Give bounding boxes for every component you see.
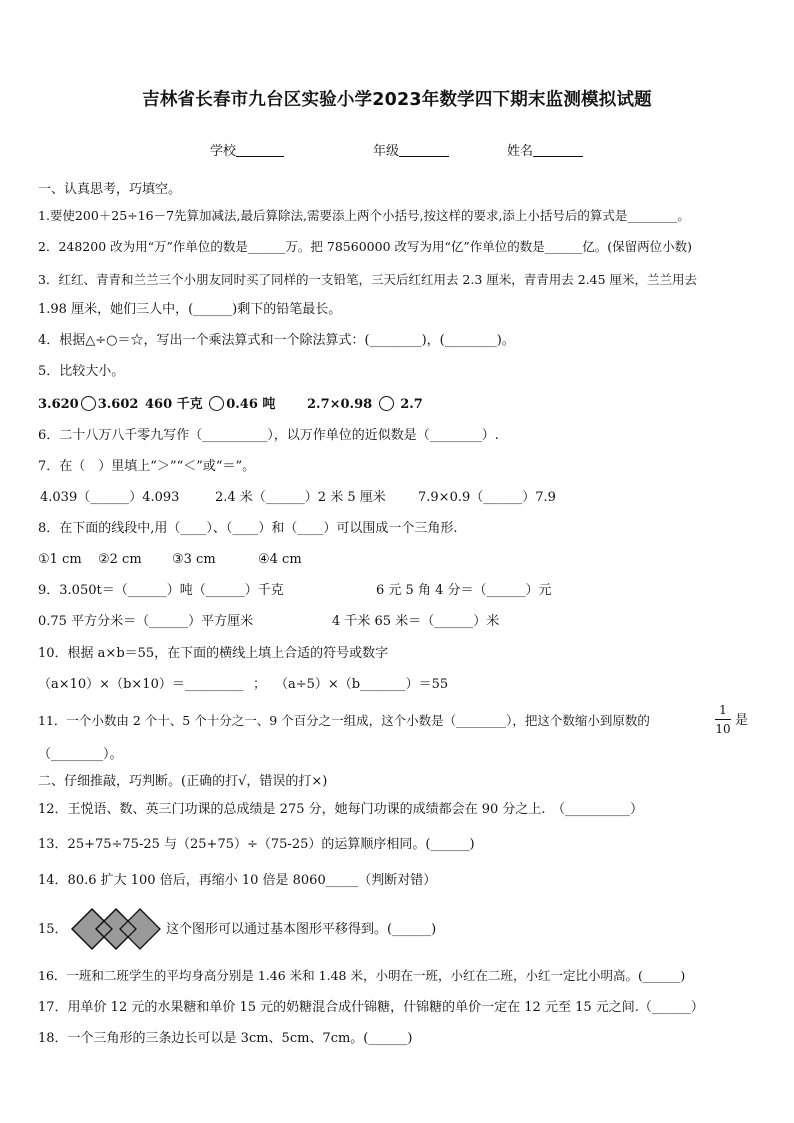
question-10-item-2: （a÷5）×（b_______）＝55 bbox=[275, 677, 449, 692]
q5-1-right: 3.602 bbox=[97, 397, 139, 412]
question-16: 16．一班和二班学生的平均身高分别是 1.46 米和 1.48 米，小明在一班，小红在二班，小红一定比小明高。(______) bbox=[38, 968, 686, 983]
question-3-line-2: 1.98 厘米，她们三人中，(______)剩下的铅笔最长。 bbox=[38, 302, 342, 317]
question-1: 1.要使200＋25÷16－7先算加减法,最后算除法,需要添上两个小括号,按这样的要求,添上小括号后的算式是________。 bbox=[38, 208, 690, 223]
name-label: 姓名 bbox=[507, 144, 534, 159]
question-9-item-1: 9．3.050t＝（______）吨（______）千克 bbox=[38, 583, 284, 598]
school-field[interactable] bbox=[210, 140, 284, 159]
compare-circle-icon[interactable] bbox=[81, 396, 96, 411]
question-10: 10．根据 a×b＝55，在下面的横线上填上合适的符号或数字 bbox=[38, 646, 389, 661]
question-7: 7．在（ ）里填上“＞”“＜”或“＝”。 bbox=[38, 459, 256, 474]
name-blank[interactable] bbox=[533, 143, 583, 157]
question-8: 8．在下面的线段中,用（____）、（____）和（____）可以围成一个三角形. bbox=[38, 521, 458, 536]
diamond-pattern-icon bbox=[70, 907, 164, 951]
fraction-bar bbox=[715, 719, 731, 720]
question-2: 2．248200 改为用“万”作单位的数是______万。把 78560000 改写为用“亿”作单位的数是______亿。(保留两位小数) bbox=[38, 239, 693, 254]
question-5-item-2 bbox=[145, 396, 275, 413]
question-11-tail: 是 bbox=[735, 713, 749, 728]
question-8-option-4: ④4 cm bbox=[258, 552, 302, 567]
q5-2-right: 0.46 吨 bbox=[226, 397, 276, 412]
question-5-item-1 bbox=[38, 396, 138, 413]
fraction-denominator: 10 bbox=[715, 722, 731, 736]
question-7-item-1: 4.039（______）4.093 bbox=[40, 490, 180, 505]
school-blank[interactable] bbox=[236, 143, 284, 157]
compare-circle-icon[interactable] bbox=[209, 396, 224, 411]
question-10-separator: ； bbox=[253, 677, 267, 692]
question-17: 17．用单价 12 元的水果糖和单价 15 元的奶糖混合成什锦糖，什锦糖的单价一定在 12 元至 15 元之间.（______） bbox=[38, 1000, 704, 1015]
question-13: 13．25+75÷75-25 与（25+75）÷（75-25）的运算顺序相同。(______) bbox=[38, 837, 475, 852]
question-10-item-1: （a×10）×（b×10）＝_________ bbox=[38, 677, 244, 692]
section-2-heading: 二、仔细推敲，巧判断。(正确的打√，错误的打×) bbox=[38, 774, 328, 789]
question-7-item-3: 7.9×0.9（______）7.9 bbox=[418, 490, 556, 505]
grade-field[interactable] bbox=[373, 140, 449, 159]
question-9-item-2: 6 元 5 角 4 分＝（______）元 bbox=[376, 583, 552, 598]
question-5-item-3 bbox=[307, 396, 423, 413]
section-1-heading: 一、认真思考，巧填空。 bbox=[38, 182, 182, 197]
question-5: 5．比较大小。 bbox=[38, 364, 125, 379]
question-18: 18．一个三角形的三条边长可以是 3cm、5cm、7cm。(______) bbox=[38, 1031, 413, 1046]
question-8-option-1: ①1 cm bbox=[38, 552, 82, 567]
compare-circle-icon[interactable] bbox=[379, 396, 394, 411]
fraction-numerator: 1 bbox=[719, 703, 727, 717]
question-11-line-1: 11．一个小数由 2 个十、5 个十分之一、9 个百分之一组成，这个小数是（________），把这个数缩小到原数的 bbox=[38, 713, 650, 728]
question-9-item-4: 4 千米 65 米＝（______）米 bbox=[332, 614, 500, 629]
question-8-option-3: ③3 cm bbox=[172, 552, 216, 567]
question-15-number: 15． bbox=[38, 922, 68, 937]
question-14: 14．80.6 扩大 100 倍后，再缩小 10 倍是 8060_____（判断对错） bbox=[38, 873, 437, 888]
grade-blank[interactable] bbox=[399, 143, 449, 157]
page-title: 吉林省长春市九台区实验小学2023年数学四下期末监测模拟试题 bbox=[142, 90, 652, 110]
q5-3-left: 2.7×0.98 bbox=[307, 397, 373, 412]
name-field[interactable] bbox=[507, 140, 583, 159]
question-15: 这个图形可以通过基本图形平移得到。(______) bbox=[166, 922, 437, 937]
question-12: 12．王悦语、数、英三门功课的总成绩是 275 分，她每门功课的成绩都会在 90 分之上. （__________） bbox=[38, 802, 644, 817]
fraction-one-tenth bbox=[715, 703, 731, 736]
q5-1-left: 3.620 bbox=[38, 397, 79, 412]
q5-3-right: 2.7 bbox=[400, 397, 423, 412]
question-6: 6．二十八万八千零九写作（__________），以万作单位的近似数是（________）. bbox=[38, 428, 499, 443]
school-label: 学校 bbox=[210, 144, 237, 159]
grade-label: 年级 bbox=[373, 144, 400, 159]
q5-2-left: 460 千克 bbox=[145, 397, 203, 412]
question-11-line-2: （________）。 bbox=[38, 747, 123, 762]
question-3-line-1: 3．红红、青青和兰兰三个小朋友同时买了同样的一支铅笔，三天后红红用去 2.3 厘米，青青用去 2.45 厘米，兰兰用去 bbox=[38, 272, 698, 287]
question-9-item-3: 0.75 平方分米＝（______）平方厘米 bbox=[38, 614, 254, 629]
question-4: 4．根据△÷○＝☆，写出一个乘法算式和一个除法算式：(________)，(________)。 bbox=[38, 333, 515, 348]
question-7-item-2: 2.4 米（______）2 米 5 厘米 bbox=[215, 490, 386, 505]
question-8-option-2: ②2 cm bbox=[98, 552, 142, 567]
